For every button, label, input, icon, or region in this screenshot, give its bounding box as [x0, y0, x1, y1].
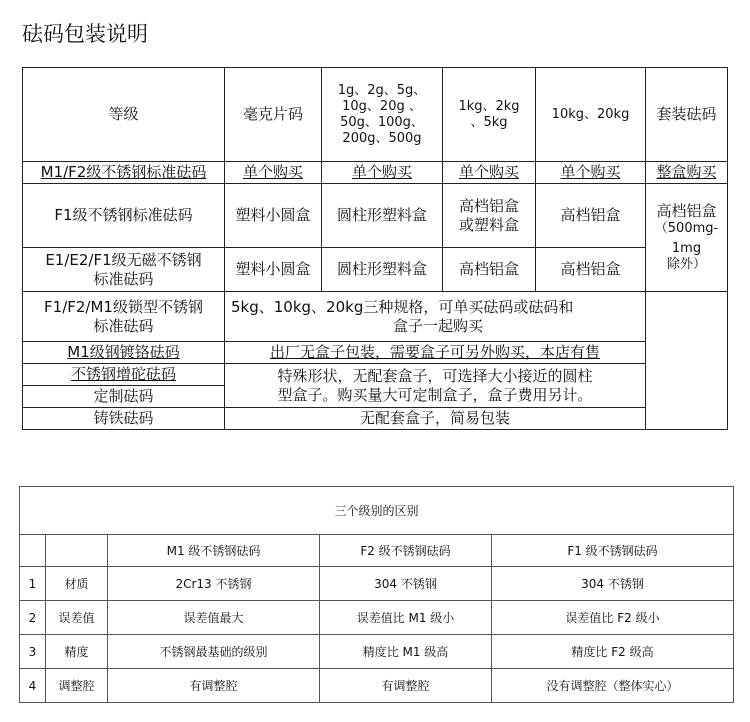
row-name: 调整腔 — [46, 669, 108, 703]
grade-cell: 不锈钢增砣砝码 — [23, 364, 225, 386]
header-mid-weights: 1kg、2kg 、5kg — [443, 68, 536, 162]
grade-cell: M1/F2级不锈钢标准砝码 — [23, 162, 225, 184]
row-iron — [23, 408, 728, 430]
set-empty-cell — [646, 292, 728, 430]
cell: 单个购买 — [443, 162, 536, 184]
cell: 圆柱形塑料盒 — [322, 248, 443, 292]
row-e1 — [23, 248, 728, 292]
grade-cell: F1/F2/M1级锁型不锈钢 标准砝码 — [23, 292, 225, 342]
f2-cell: 有调整腔 — [320, 669, 492, 703]
diff-header-m1: M1 级不锈钢砝码 — [108, 535, 320, 567]
header-set: 套装砝码 — [646, 68, 728, 162]
f1-cell: 没有调整腔（整体实心） — [492, 669, 734, 703]
grade-cell: F1级不锈钢标准砝码 — [23, 184, 225, 248]
m1-cell: 误差值最大 — [108, 601, 320, 635]
diff-header-f2: F2 级不锈钢砝码 — [320, 535, 492, 567]
cell: 单个购买 — [536, 162, 646, 184]
cell: 圆柱形塑料盒 — [322, 184, 443, 248]
cell: 塑料小圆盒 — [225, 248, 322, 292]
packaging-table — [22, 67, 728, 430]
row-increment — [23, 364, 728, 386]
cell: 高档铝盒 — [536, 248, 646, 292]
diff-row — [20, 635, 734, 669]
diff-header-row — [20, 535, 734, 567]
f1-cell: 精度比 F2 级高 — [492, 635, 734, 669]
diff-header-f1: F1 级不锈钢砝码 — [492, 535, 734, 567]
row-m1f2 — [23, 162, 728, 184]
grade-cell: 铸铁砝码 — [23, 408, 225, 430]
note-cell: 5kg、10kg、20kg三种规格，可单买砝码或砝码和 盒子一起购买 — [225, 292, 646, 342]
f2-cell: 304 不锈钢 — [320, 567, 492, 601]
row-name: 误差值 — [46, 601, 108, 635]
row-name: 精度 — [46, 635, 108, 669]
note-cell: 无配套盒子，简易包装 — [225, 408, 646, 430]
header-small-weights: 1g、2g、5g、 10g、20g 、 50g、100g、 200g、500g — [322, 68, 443, 162]
cell: 单个购买 — [225, 162, 322, 184]
cell: 高档铝盒 — [443, 248, 536, 292]
cell: 高档铝盒 或塑料盒 — [443, 184, 536, 248]
set-cell: 高档铝盒 （500mg- 1mg 除外） — [646, 184, 728, 292]
page-title: 砝码包装说明 — [22, 22, 148, 46]
row-number: 2 — [20, 601, 46, 635]
diff-title-row — [20, 487, 734, 535]
note-cell: 出厂无盒子包装，需要盒子可另外购买，本店有售 — [225, 342, 646, 364]
cell: 整盒购买 — [646, 162, 728, 184]
f1-cell: 误差值比 F2 级小 — [492, 601, 734, 635]
row-number: 3 — [20, 635, 46, 669]
diff-row — [20, 567, 734, 601]
diff-row — [20, 601, 734, 635]
m1-cell: 有调整腔 — [108, 669, 320, 703]
row-number: 4 — [20, 669, 46, 703]
f2-cell: 误差值比 M1 级小 — [320, 601, 492, 635]
diff-row — [20, 669, 734, 703]
header-row — [23, 68, 728, 162]
row-f1 — [23, 184, 728, 248]
grade-cell: E1/E2/F1级无磁不锈钢 标准砝码 — [23, 248, 225, 292]
note-cell: 特殊形状，无配套盒子，可选择大小接近的圆柱 型盒子。购买量大可定制盒子，盒子费用另计。 — [225, 364, 646, 408]
header-grade: 等级 — [23, 68, 225, 162]
diff-header-empty — [46, 535, 108, 567]
f2-cell: 精度比 M1 级高 — [320, 635, 492, 669]
row-lock — [23, 292, 728, 342]
header-big-weights: 10kg、20kg — [536, 68, 646, 162]
m1-cell: 不锈钢最基础的级别 — [108, 635, 320, 669]
diff-title: 三个级别的区别 — [20, 487, 734, 535]
row-number: 1 — [20, 567, 46, 601]
cell: 高档铝盒 — [536, 184, 646, 248]
header-mg: 毫克片码 — [225, 68, 322, 162]
cell: 单个购买 — [322, 162, 443, 184]
diff-header-empty — [20, 535, 46, 567]
row-name: 材质 — [46, 567, 108, 601]
grade-cell: M1级钢镀铬砝码 — [23, 342, 225, 364]
level-difference-table — [19, 486, 734, 703]
cell: 塑料小圆盒 — [225, 184, 322, 248]
row-chrome — [23, 342, 728, 364]
m1-cell: 2Cr13 不锈钢 — [108, 567, 320, 601]
grade-cell: 定制砝码 — [23, 386, 225, 408]
f1-cell: 304 不锈钢 — [492, 567, 734, 601]
